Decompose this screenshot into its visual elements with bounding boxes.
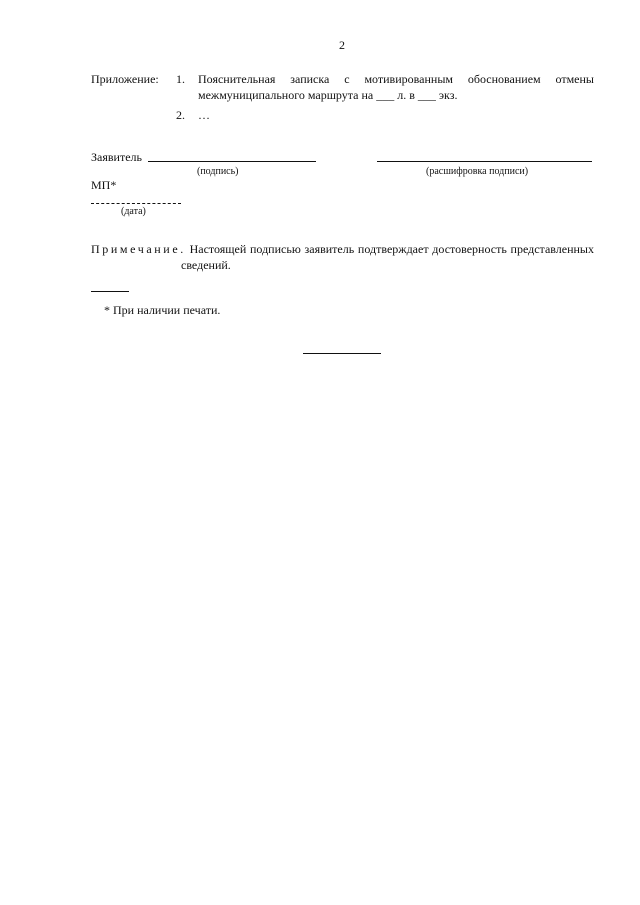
appendix-item-text-line2: межмуниципального маршрута на ___ л. в ___ экз. bbox=[198, 88, 458, 102]
appendix-item-text-line1: Пояснительная записка с мотивированным обоснованием отмены bbox=[198, 72, 594, 86]
signature-caption: (подпись) bbox=[197, 166, 239, 177]
decoding-caption: (расшифровка подписи) bbox=[426, 166, 529, 177]
signature-line bbox=[148, 161, 316, 162]
date-caption: (дата) bbox=[121, 206, 146, 217]
note-text-line2: сведений. bbox=[181, 258, 231, 272]
decoding-line bbox=[377, 161, 592, 162]
appendix-item-ellipsis: … bbox=[198, 108, 210, 122]
appendix-item-number: 1. bbox=[176, 72, 185, 86]
end-divider bbox=[303, 353, 381, 354]
page-number: 2 bbox=[339, 38, 345, 52]
applicant-label: Заявитель bbox=[91, 150, 142, 164]
footnote-text: * При наличии печати. bbox=[104, 303, 221, 317]
appendix-label: Приложение: bbox=[91, 72, 159, 86]
stamp-label: МП* bbox=[91, 178, 117, 192]
appendix-item-number: 2. bbox=[176, 108, 185, 122]
note-line1 bbox=[91, 242, 594, 257]
footnote-divider bbox=[91, 291, 129, 292]
note-text-line1: Настоящей подписью заявитель подтверждает достоверность представленных bbox=[189, 242, 594, 256]
note-label: Примечание. bbox=[91, 242, 186, 256]
date-line bbox=[91, 203, 181, 204]
